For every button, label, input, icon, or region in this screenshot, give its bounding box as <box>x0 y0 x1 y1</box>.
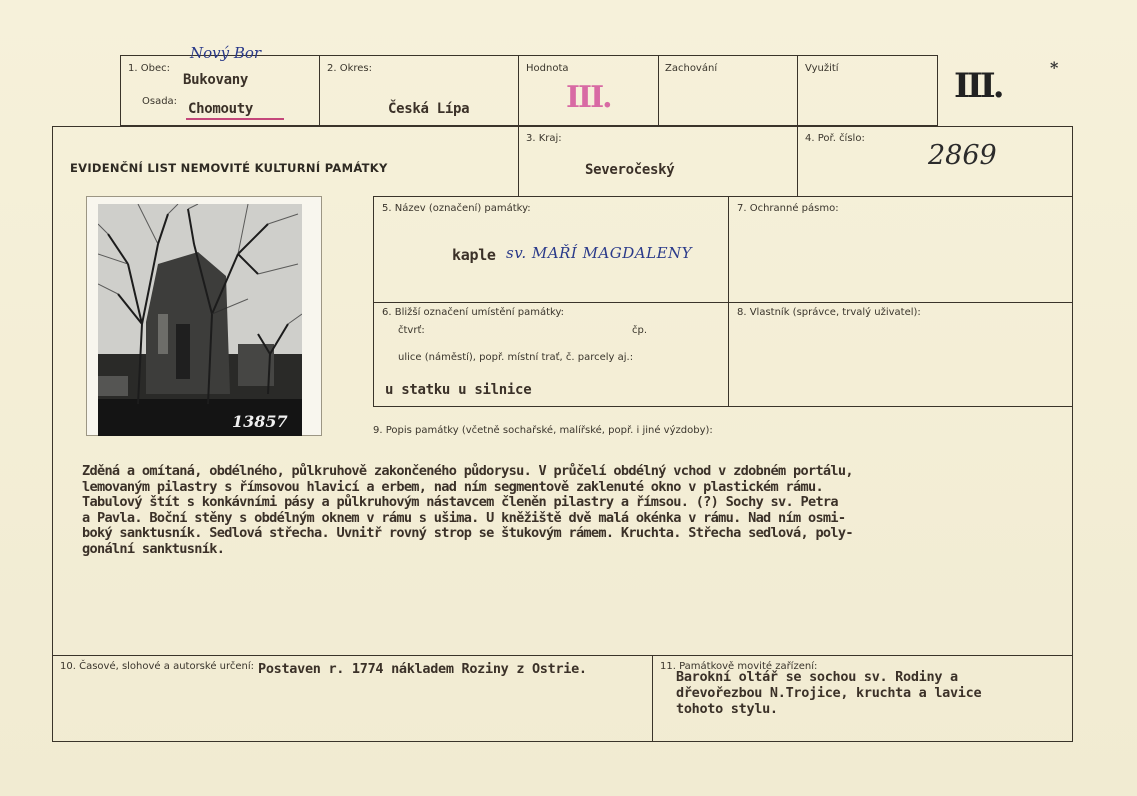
ctvrt-label: čtvrť: <box>398 325 425 336</box>
popis-text <box>82 464 1062 557</box>
kraj-label: 3. Kraj: <box>526 133 562 144</box>
hodnota-label: Hodnota <box>526 63 569 74</box>
form-title: EVIDENČNÍ LIST NEMOVITÉ KULTURNÍ PAMÁTKY <box>70 161 388 175</box>
popis-label: 9. Popis památky (včetně sochařské, malířské, popř. i jiné výzdoby): <box>373 425 713 436</box>
popis-line: Zděná a omítaná, obdélného, půlkruhově zakončeného půdorysu. V průčelí obdélný vchod v zdobném portálu, <box>82 463 853 479</box>
photo-number: 13857 <box>232 412 288 431</box>
popis-line: Tabulový štít s konkávními pásy a půlkruhovým nástavcem členěn pilastry a římsou. (?) Sochy sv. Petra <box>82 494 838 510</box>
vlastnik-label: 8. Vlastník (správce, trvalý uživatel): <box>737 307 921 318</box>
obec-handwritten: Nový Bor <box>190 44 262 62</box>
casove-label: 10. Časové, slohové a autorské určení: <box>60 661 255 672</box>
chapel-photo-drawing <box>98 204 302 436</box>
obec-value: Bukovany <box>183 72 249 88</box>
chapel-photo <box>98 204 302 436</box>
okres-value: Česká Lípa <box>388 101 470 117</box>
cp-label: čp. <box>632 325 648 336</box>
okres-label: 2. Okres: <box>327 63 373 74</box>
popis-line: lemovaným pilastry s římsovou hlavicí a erbem, nad ním segmentově zaklenuté okno v plastickém rámu. <box>82 478 823 495</box>
hodnota-value: III. <box>566 80 611 115</box>
ulice-label: ulice (náměstí), popř. místní trať, č. parcely aj.: <box>398 352 634 363</box>
corner-asterisk: * <box>1050 58 1059 77</box>
zachovani-label: Zachování <box>665 63 718 74</box>
nazev-handwritten: sv. MAŘÍ MAGDALENY <box>506 244 693 262</box>
umisteni-label: 6. Bližší označení umístění památky: <box>382 307 565 318</box>
nazev-typed: kaple <box>452 246 496 264</box>
movite-line-3: tohoto stylu. <box>676 701 778 717</box>
ochranne-pasmo-label: 7. Ochranné pásmo: <box>737 203 839 214</box>
movite-label: 11. Památkově movité zařízení: <box>660 661 818 672</box>
por-cislo-value: 2869 <box>928 140 997 171</box>
osada-value: Chomouty <box>188 101 254 117</box>
movite-line-2: dřevořezbou N.Trojice, kruchta a lavice <box>676 685 982 701</box>
popis-line: gonální sanktusník. <box>82 540 225 557</box>
nazev-label: 5. Název (označení) památky: <box>382 203 531 214</box>
casove-value: Postaven r. 1774 nákladem Roziny z Ostrie. <box>258 661 587 677</box>
umisteni-value: u statku u silnice <box>385 382 532 398</box>
obec-label: 1. Obec: <box>128 63 170 74</box>
kraj-value: Severočeský <box>585 162 675 178</box>
por-cislo-label: 4. Poř. číslo: <box>805 133 865 144</box>
popis-line: boký sanktusník. Sedlová střecha. Uvnitř rovný strop se štukovým rámem. Kruchta. Střecha sedlová, poly- <box>82 525 853 541</box>
popis-line: a Pavla. Boční stěny s obdélným oknem v rámu s ušima. U kněžiště dvě malá okénka v rámu. Nad ním osmi- <box>82 509 846 526</box>
osada-label: Osada: <box>142 96 178 107</box>
vyuziti-label: Využití <box>805 63 839 74</box>
movite-line-1: Barokní oltář se sochou sv. Rodiny a <box>676 669 958 685</box>
corner-mark: III. <box>954 66 1002 106</box>
osada-underline <box>186 118 284 120</box>
